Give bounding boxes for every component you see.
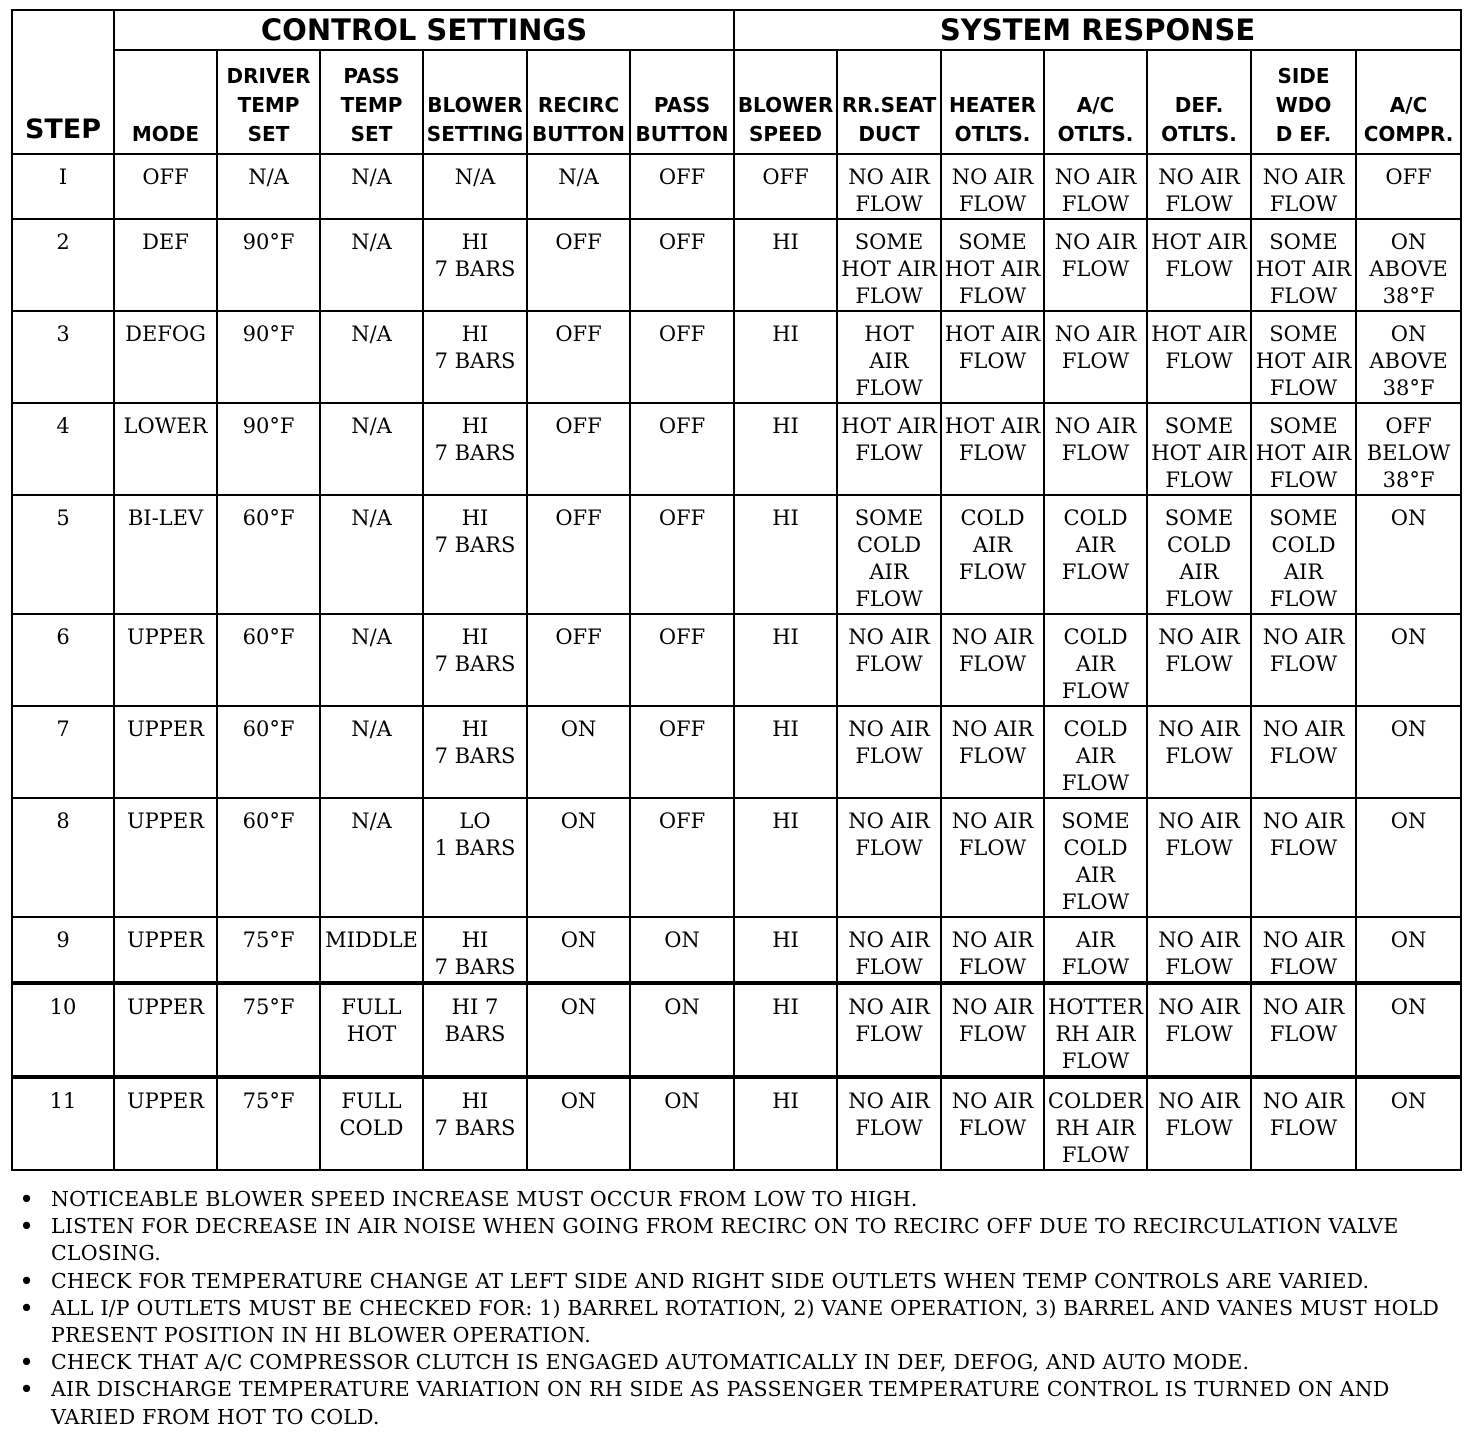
table-cell: HI (734, 798, 837, 917)
column-header: BLOWER SETTING (423, 50, 527, 154)
table-cell: NO AIR FLOW (1147, 917, 1251, 983)
table-cell: LOWER (114, 403, 217, 495)
notes-list (20, 1186, 1460, 1431)
table-cell: LO 1 BARS (423, 798, 527, 917)
column-header-row (12, 50, 1461, 154)
table-cell: NO AIR FLOW (1147, 706, 1251, 798)
note-item (20, 1213, 1460, 1267)
bullet-icon: • (20, 1268, 34, 1293)
table-cell: SOME HOT AIR FLOW (1251, 219, 1356, 311)
table-cell: 60°F (217, 495, 320, 614)
table-cell: MIDDLE (320, 917, 423, 983)
table-cell: OFF (630, 495, 734, 614)
table-cell: ON ABOVE 38°F (1356, 219, 1461, 311)
table-cell: NO AIR FLOW (837, 983, 941, 1077)
table-cell: N/A (527, 154, 630, 219)
table-cell: ON (1356, 614, 1461, 706)
table-cell: ON (1356, 1077, 1461, 1170)
table-cell: HI 7 BARS (423, 614, 527, 706)
table-cell: NO AIR FLOW (1044, 219, 1147, 311)
table-cell: NO AIR FLOW (1044, 154, 1147, 219)
system-response-header: SYSTEM RESPONSE (734, 10, 1461, 50)
table-cell: NO AIR FLOW (1251, 798, 1356, 917)
table-cell: NO AIR FLOW (1044, 311, 1147, 403)
table-cell: HI (734, 614, 837, 706)
table-cell: NO AIR FLOW (1147, 614, 1251, 706)
table-cell: HOT AIR FLOW (837, 311, 941, 403)
table-cell: HI 7 BARS (423, 403, 527, 495)
table-cell: SOME HOT AIR FLOW (941, 219, 1044, 311)
table-cell: NO AIR FLOW (941, 917, 1044, 983)
table-cell: NO AIR FLOW (1251, 614, 1356, 706)
note-text: CHECK THAT A/C COMPRESSOR CLUTCH IS ENGAGED AUTOMATICALLY IN DEF, DEFOG, AND AUTO MODE. (51, 1350, 1250, 1375)
step-cell: 3 (12, 311, 114, 403)
table-cell: OFF (630, 311, 734, 403)
column-header: PASS TEMP SET (320, 50, 423, 154)
step-cell: 11 (12, 1077, 114, 1170)
table-cell: HI (734, 495, 837, 614)
table-cell: N/A (320, 154, 423, 219)
table-cell: HI 7 BARS (423, 311, 527, 403)
table-cell: OFF (527, 403, 630, 495)
table-cell: COLD AIR FLOW (1044, 614, 1147, 706)
table-cell: ON (1356, 706, 1461, 798)
table-cell: N/A (423, 154, 527, 219)
table-cell: ON (1356, 495, 1461, 614)
table-cell: OFF (527, 614, 630, 706)
table-cell: OFF (630, 403, 734, 495)
table-cell: DEF (114, 219, 217, 311)
table-cell: 60°F (217, 614, 320, 706)
table-cell: COLD AIR FLOW (1044, 495, 1147, 614)
step-cell: 9 (12, 917, 114, 983)
table-cell: FULL HOT (320, 983, 423, 1077)
table-cell: OFF (527, 495, 630, 614)
bullet-icon: • (20, 1295, 34, 1320)
table-row (12, 403, 1461, 495)
table-cell: ON (1356, 798, 1461, 917)
table-cell: NO AIR FLOW (837, 1077, 941, 1170)
table-cell: NO AIR FLOW (837, 798, 941, 917)
table-cell: BI-LEV (114, 495, 217, 614)
table-cell: COLD AIR FLOW (1044, 706, 1147, 798)
table-cell: HI (734, 219, 837, 311)
column-header: PASS BUTTON (630, 50, 734, 154)
table-cell: OFF (527, 219, 630, 311)
table-row (12, 311, 1461, 403)
table-cell: ON (1356, 983, 1461, 1077)
table-cell: HI 7 BARS (423, 706, 527, 798)
control-settings-header: CONTROL SETTINGS (114, 10, 734, 50)
table-cell: SOME HOT AIR FLOW (1251, 311, 1356, 403)
table-cell: NO AIR FLOW (941, 798, 1044, 917)
step-cell: 7 (12, 706, 114, 798)
table-cell: N/A (320, 706, 423, 798)
table-cell: OFF (734, 154, 837, 219)
table-cell: NO AIR FLOW (941, 1077, 1044, 1170)
note-item (20, 1349, 1460, 1376)
table-cell: NO AIR FLOW (941, 154, 1044, 219)
table-cell: NO AIR FLOW (1147, 1077, 1251, 1170)
note-text: ALL I/P OUTLETS MUST BE CHECKED FOR: 1) BARREL ROTATION, 2) VANE OPERATION, 3) BARREL AND VANES MUST HOLD PRESENT POSITION IN HI BLOWER OPERATION. (51, 1295, 1440, 1348)
table-row (12, 495, 1461, 614)
table-cell: NO AIR FLOW (941, 706, 1044, 798)
column-header: RECIRC BUTTON (527, 50, 630, 154)
table-cell: DEFOG (114, 311, 217, 403)
table-cell: OFF (630, 798, 734, 917)
note-text: NOTICEABLE BLOWER SPEED INCREASE MUST OCCUR FROM LOW TO HIGH. (51, 1187, 918, 1211)
table-cell: HI (734, 917, 837, 983)
table-cell: 75°F (217, 917, 320, 983)
step-cell: 2 (12, 219, 114, 311)
table-cell: HOTTER RH AIR FLOW (1044, 983, 1147, 1077)
table-cell: OFF (527, 311, 630, 403)
table-cell: HOT AIR FLOW (1147, 219, 1251, 311)
table-cell: UPPER (114, 614, 217, 706)
column-header: HEATER OTLTS. (941, 50, 1044, 154)
table-cell: NO AIR FLOW (1147, 154, 1251, 219)
step-cell: 6 (12, 614, 114, 706)
table-cell: NO AIR FLOW (1251, 983, 1356, 1077)
note-text: AIR DISCHARGE TEMPERATURE VARIATION ON RH SIDE AS PASSENGER TEMPERATURE CONTROL IS TURNED ON AND VARIED FROM HOT TO COLD. (51, 1377, 1390, 1429)
table-cell: SOME COLD AIR FLOW (837, 495, 941, 614)
column-header: DEF. OTLTS. (1147, 50, 1251, 154)
table-cell: OFF (630, 706, 734, 798)
table-row (12, 706, 1461, 798)
table-cell: NO AIR FLOW (1251, 917, 1356, 983)
table-cell: 90°F (217, 219, 320, 311)
table-cell: NO AIR FLOW (1044, 403, 1147, 495)
table-cell: HI 7 BARS (423, 983, 527, 1077)
table-cell: N/A (320, 798, 423, 917)
table-cell: NO AIR FLOW (1147, 983, 1251, 1077)
note-text: LISTEN FOR DECREASE IN AIR NOISE WHEN GOING FROM RECIRC ON TO RECIRC OFF DUE TO RECIRCULATION VALVE CLOSING. (51, 1214, 1399, 1266)
table-cell: 90°F (217, 311, 320, 403)
table-body (12, 154, 1461, 1170)
test-procedure-table (11, 9, 1462, 1171)
table-cell: N/A (320, 219, 423, 311)
table-cell: 60°F (217, 798, 320, 917)
note-item (20, 1376, 1460, 1430)
table-cell: HI 7 BARS (423, 1077, 527, 1170)
table-cell: N/A (320, 403, 423, 495)
table-cell: SOME HOT AIR FLOW (1251, 403, 1356, 495)
bullet-icon: • (20, 1187, 34, 1211)
table-row (12, 219, 1461, 311)
table-cell: SOME HOT AIR FLOW (1147, 403, 1251, 495)
table-cell: ON ABOVE 38°F (1356, 311, 1461, 403)
table-row (12, 983, 1461, 1077)
table-cell: NO AIR FLOW (1251, 1077, 1356, 1170)
table-cell: HI (734, 311, 837, 403)
table-cell: ON (527, 983, 630, 1077)
table-cell: OFF (630, 154, 734, 219)
table-cell: SOME COLD AIR FLOW (1251, 495, 1356, 614)
table-cell: N/A (320, 614, 423, 706)
column-header: DRIVER TEMP SET (217, 50, 320, 154)
table-cell: COLD AIR FLOW (941, 495, 1044, 614)
table-cell: COLDER RH AIR FLOW (1044, 1077, 1147, 1170)
table-cell: UPPER (114, 798, 217, 917)
step-cell: 4 (12, 403, 114, 495)
table-cell: SOME COLD AIR FLOW (1147, 495, 1251, 614)
column-header: A/C OTLTS. (1044, 50, 1147, 154)
table-cell: AIR FLOW (1044, 917, 1147, 983)
note-item (20, 1268, 1460, 1295)
bullet-icon: • (20, 1377, 34, 1402)
step-cell: 8 (12, 798, 114, 917)
table-cell: UPPER (114, 706, 217, 798)
note-item (20, 1186, 1460, 1213)
table-cell: ON (527, 706, 630, 798)
table-cell: 60°F (217, 706, 320, 798)
table-cell: N/A (320, 495, 423, 614)
table-cell: OFF BELOW 38°F (1356, 403, 1461, 495)
column-header: RR.SEAT DUCT (837, 50, 941, 154)
note-text: CHECK FOR TEMPERATURE CHANGE AT LEFT SIDE AND RIGHT SIDE OUTLETS WHEN TEMP CONTROLS ARE VARIED. (51, 1268, 1370, 1293)
table-cell: HOT AIR FLOW (1147, 311, 1251, 403)
table-cell: OFF (1356, 154, 1461, 219)
table-cell: UPPER (114, 983, 217, 1077)
table-row (12, 798, 1461, 917)
table-cell: NO AIR FLOW (941, 614, 1044, 706)
table-cell: HI 7 BARS (423, 495, 527, 614)
table-cell: 90°F (217, 403, 320, 495)
group-header-row (12, 10, 1461, 50)
table-cell: NO AIR FLOW (837, 917, 941, 983)
table-cell: NO AIR FLOW (941, 983, 1044, 1077)
table-cell: ON (630, 1077, 734, 1170)
table-cell: ON (630, 917, 734, 983)
table-cell: OFF (630, 219, 734, 311)
bullet-icon: • (20, 1214, 34, 1239)
table-row (12, 154, 1461, 219)
table-row (12, 917, 1461, 983)
table-cell: NO AIR FLOW (837, 706, 941, 798)
table-cell: NO AIR FLOW (1251, 706, 1356, 798)
table-cell: OFF (630, 614, 734, 706)
step-cell: 5 (12, 495, 114, 614)
table-cell: HOT AIR FLOW (941, 403, 1044, 495)
table-cell: UPPER (114, 1077, 217, 1170)
table-cell: HOT AIR FLOW (941, 311, 1044, 403)
table-cell: ON (527, 798, 630, 917)
column-header: MODE (114, 50, 217, 154)
step-header: STEP (12, 10, 114, 154)
table-cell: ON (630, 983, 734, 1077)
table-cell: NO AIR FLOW (1147, 798, 1251, 917)
table-cell: HI 7 BARS (423, 219, 527, 311)
bullet-icon: • (20, 1350, 34, 1375)
table-cell: OFF (114, 154, 217, 219)
column-header: BLOWER SPEED (734, 50, 837, 154)
table-cell: ON (527, 917, 630, 983)
step-cell: 10 (12, 983, 114, 1077)
table-cell: HI (734, 983, 837, 1077)
note-item (20, 1295, 1460, 1349)
table-cell: N/A (217, 154, 320, 219)
column-header: SIDE WDO D EF. (1251, 50, 1356, 154)
table-row (12, 614, 1461, 706)
table-cell: SOME HOT AIR FLOW (837, 219, 941, 311)
table-cell: N/A (320, 311, 423, 403)
table-cell: 75°F (217, 983, 320, 1077)
table-cell: ON (1356, 917, 1461, 983)
table-cell: NO AIR FLOW (837, 154, 941, 219)
table-cell: HI (734, 706, 837, 798)
table-cell: ON (527, 1077, 630, 1170)
table-row (12, 1077, 1461, 1170)
column-header: A/C COMPR. (1356, 50, 1461, 154)
table-cell: HI 7 BARS (423, 917, 527, 983)
table-cell: HOT AIR FLOW (837, 403, 941, 495)
table-cell: HI (734, 403, 837, 495)
table-cell: NO AIR FLOW (1251, 154, 1356, 219)
table-cell: HI (734, 1077, 837, 1170)
table-cell: 75°F (217, 1077, 320, 1170)
table-cell: FULL COLD (320, 1077, 423, 1170)
table-cell: UPPER (114, 917, 217, 983)
table-cell: SOME COLD AIR FLOW (1044, 798, 1147, 917)
table-cell: NO AIR FLOW (837, 614, 941, 706)
step-cell: I (12, 154, 114, 219)
